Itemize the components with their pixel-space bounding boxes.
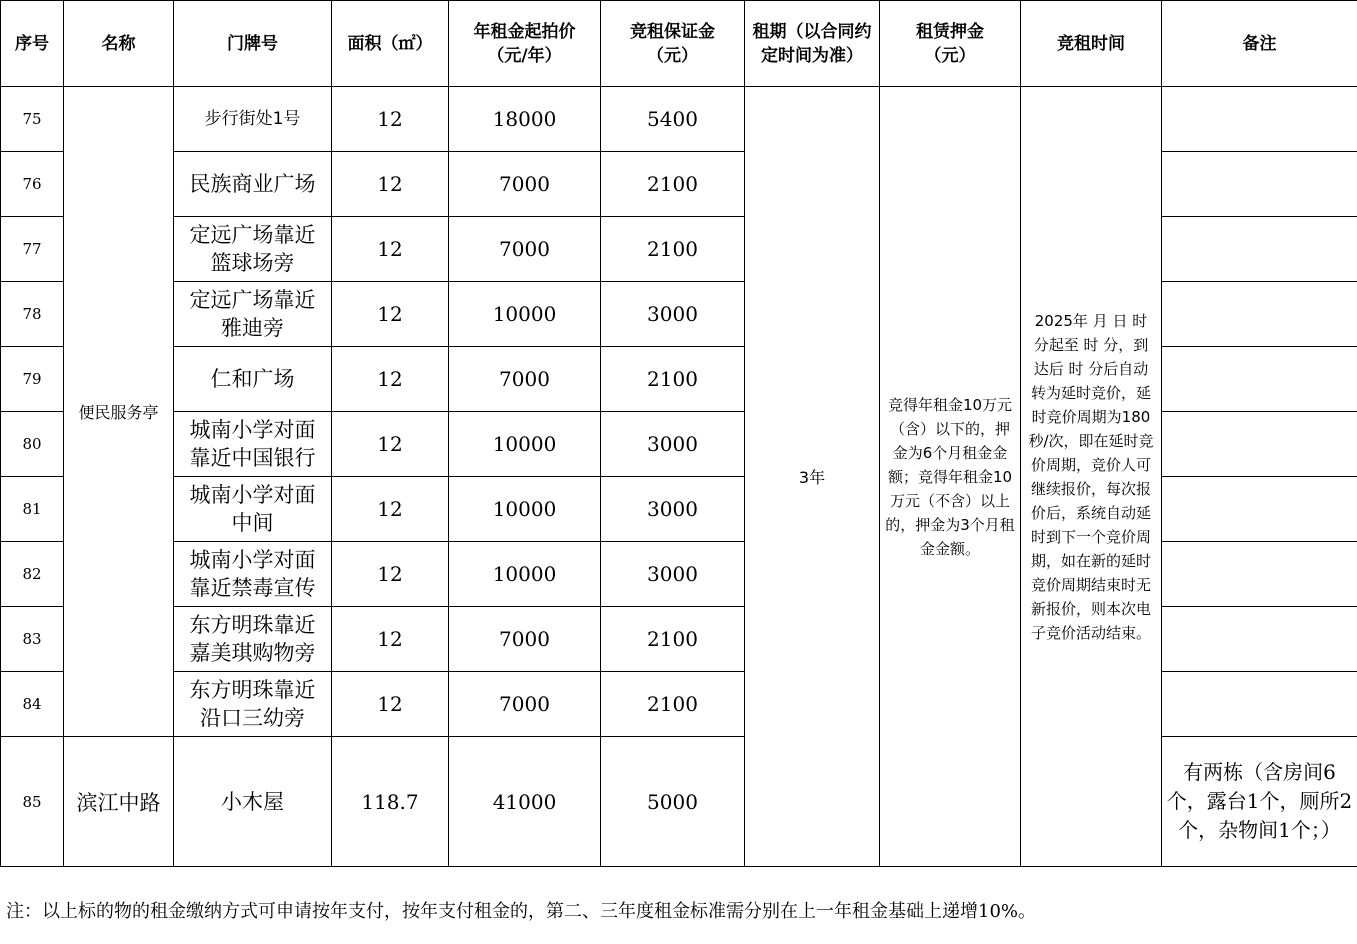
door-text: 城南小学对面中间 <box>189 483 316 535</box>
header-lease-term: 租期（以合同约定时间为准） <box>745 1 880 87</box>
deposit-cell: 3000 <box>601 477 745 542</box>
price-cell: 7000 <box>449 672 601 737</box>
door-cell <box>174 282 332 347</box>
door-cell <box>174 477 332 542</box>
price-cell: 7000 <box>449 607 601 672</box>
remark-cell <box>1162 542 1357 607</box>
price-cell: 7000 <box>449 152 601 217</box>
seq-cell: 79 <box>1 347 64 412</box>
price-cell: 10000 <box>449 412 601 477</box>
door-cell <box>174 217 332 282</box>
deposit-cell: 2100 <box>601 152 745 217</box>
area-cell: 12 <box>332 477 449 542</box>
seq-cell: 77 <box>1 217 64 282</box>
area-cell: 118.7 <box>332 737 449 867</box>
seq-cell: 81 <box>1 477 64 542</box>
remark-cell <box>1162 412 1357 477</box>
deposit-cell: 2100 <box>601 217 745 282</box>
header-row <box>1 1 1357 87</box>
remark-cell <box>1162 217 1357 282</box>
seq-cell: 75 <box>1 87 64 152</box>
deposit-cell: 2100 <box>601 347 745 412</box>
remark-cell <box>1162 87 1357 152</box>
seq-cell: 85 <box>1 737 64 867</box>
deposit-cell: 3000 <box>601 542 745 607</box>
bid-time-cell: 2025年 月 日 时 分起至 时 分，到达后 时 分后自动转为延时竞价，延时竞价周期为180秒/次，即在延时竞价周期，竞价人可继续报价，每次报价后，系统自动延时到下一个竞价周期，如在新的延时竞价周期结束时无新报价，则本次电子竞价活动结束。 <box>1021 87 1162 867</box>
door-cell <box>174 412 332 477</box>
remark-cell <box>1162 477 1357 542</box>
door-text: 东方明珠靠近嘉美琪购物旁 <box>189 613 316 665</box>
footer-note: 注：以上标的物的租金缴纳方式可申请按年支付，按年支付租金的，第二、三年度租金标准需分别在上一年租金基础上递增10%。 <box>6 901 1037 922</box>
header-seq: 序号 <box>1 1 64 87</box>
header-bid-time: 竞租时间 <box>1021 1 1162 87</box>
door-text: 定远广场靠近篮球场旁 <box>189 223 316 275</box>
header-name: 名称 <box>64 1 174 87</box>
remark-cell <box>1162 282 1357 347</box>
area-cell: 12 <box>332 607 449 672</box>
price-cell: 10000 <box>449 542 601 607</box>
remark-cell <box>1162 672 1357 737</box>
door-cell <box>174 672 332 737</box>
seq-cell: 80 <box>1 412 64 477</box>
header-area: 面积（㎡） <box>332 1 449 87</box>
remark-cell <box>1162 607 1357 672</box>
door-cell <box>174 607 332 672</box>
seq-cell: 82 <box>1 542 64 607</box>
area-cell: 12 <box>332 282 449 347</box>
seq-cell: 76 <box>1 152 64 217</box>
deposit-cell: 2100 <box>601 672 745 737</box>
deposit-cell: 5400 <box>601 87 745 152</box>
price-cell: 41000 <box>449 737 601 867</box>
lease-term-cell: 3年 <box>745 87 880 867</box>
price-cell: 10000 <box>449 282 601 347</box>
header-remark: 备注 <box>1162 1 1357 87</box>
deposit-cell: 2100 <box>601 607 745 672</box>
door-cell <box>174 542 332 607</box>
door-text: 城南小学对面靠近禁毒宣传 <box>189 548 316 600</box>
deposit-cell: 3000 <box>601 282 745 347</box>
area-cell: 12 <box>332 412 449 477</box>
name-cell: 便民服务亭 <box>64 87 174 737</box>
lease-deposit-cell: 竞得年租金10万元（含）以下的，押金为6个月租金金额；竞得年租金10万元（不含）以上的，押金为3个月租金金额。 <box>880 87 1021 867</box>
door-cell: 步行街处1号 <box>174 87 332 152</box>
header-door: 门牌号 <box>174 1 332 87</box>
price-cell: 7000 <box>449 347 601 412</box>
name-cell: 滨江中路 <box>64 737 174 867</box>
door-text: 城南小学对面靠近中国银行 <box>189 418 316 470</box>
area-cell: 12 <box>332 87 449 152</box>
deposit-cell: 3000 <box>601 412 745 477</box>
header-lease-deposit: 租赁押金（元） <box>880 1 1021 87</box>
remark-cell: 有两栋（含房间6个，露台1个，厕所2个，杂物间1个；） <box>1162 737 1357 867</box>
area-cell: 12 <box>332 672 449 737</box>
seq-cell: 78 <box>1 282 64 347</box>
door-text: 定远广场靠近雅迪旁 <box>189 288 316 340</box>
area-cell: 12 <box>332 347 449 412</box>
remark-cell <box>1162 152 1357 217</box>
table-row <box>1 87 1357 152</box>
header-start-price: 年租金起拍价（元/年） <box>449 1 601 87</box>
header-bid-deposit: 竞租保证金（元） <box>601 1 745 87</box>
area-cell: 12 <box>332 152 449 217</box>
seq-cell: 84 <box>1 672 64 737</box>
door-cell: 民族商业广场 <box>174 152 332 217</box>
deposit-cell: 5000 <box>601 737 745 867</box>
area-cell: 12 <box>332 217 449 282</box>
door-text: 东方明珠靠近沿口三幼旁 <box>189 678 316 730</box>
door-cell: 小木屋 <box>174 737 332 867</box>
remark-cell <box>1162 347 1357 412</box>
seq-cell: 83 <box>1 607 64 672</box>
price-cell: 18000 <box>449 87 601 152</box>
price-cell: 7000 <box>449 217 601 282</box>
area-cell: 12 <box>332 542 449 607</box>
door-cell: 仁和广场 <box>174 347 332 412</box>
price-cell: 10000 <box>449 477 601 542</box>
